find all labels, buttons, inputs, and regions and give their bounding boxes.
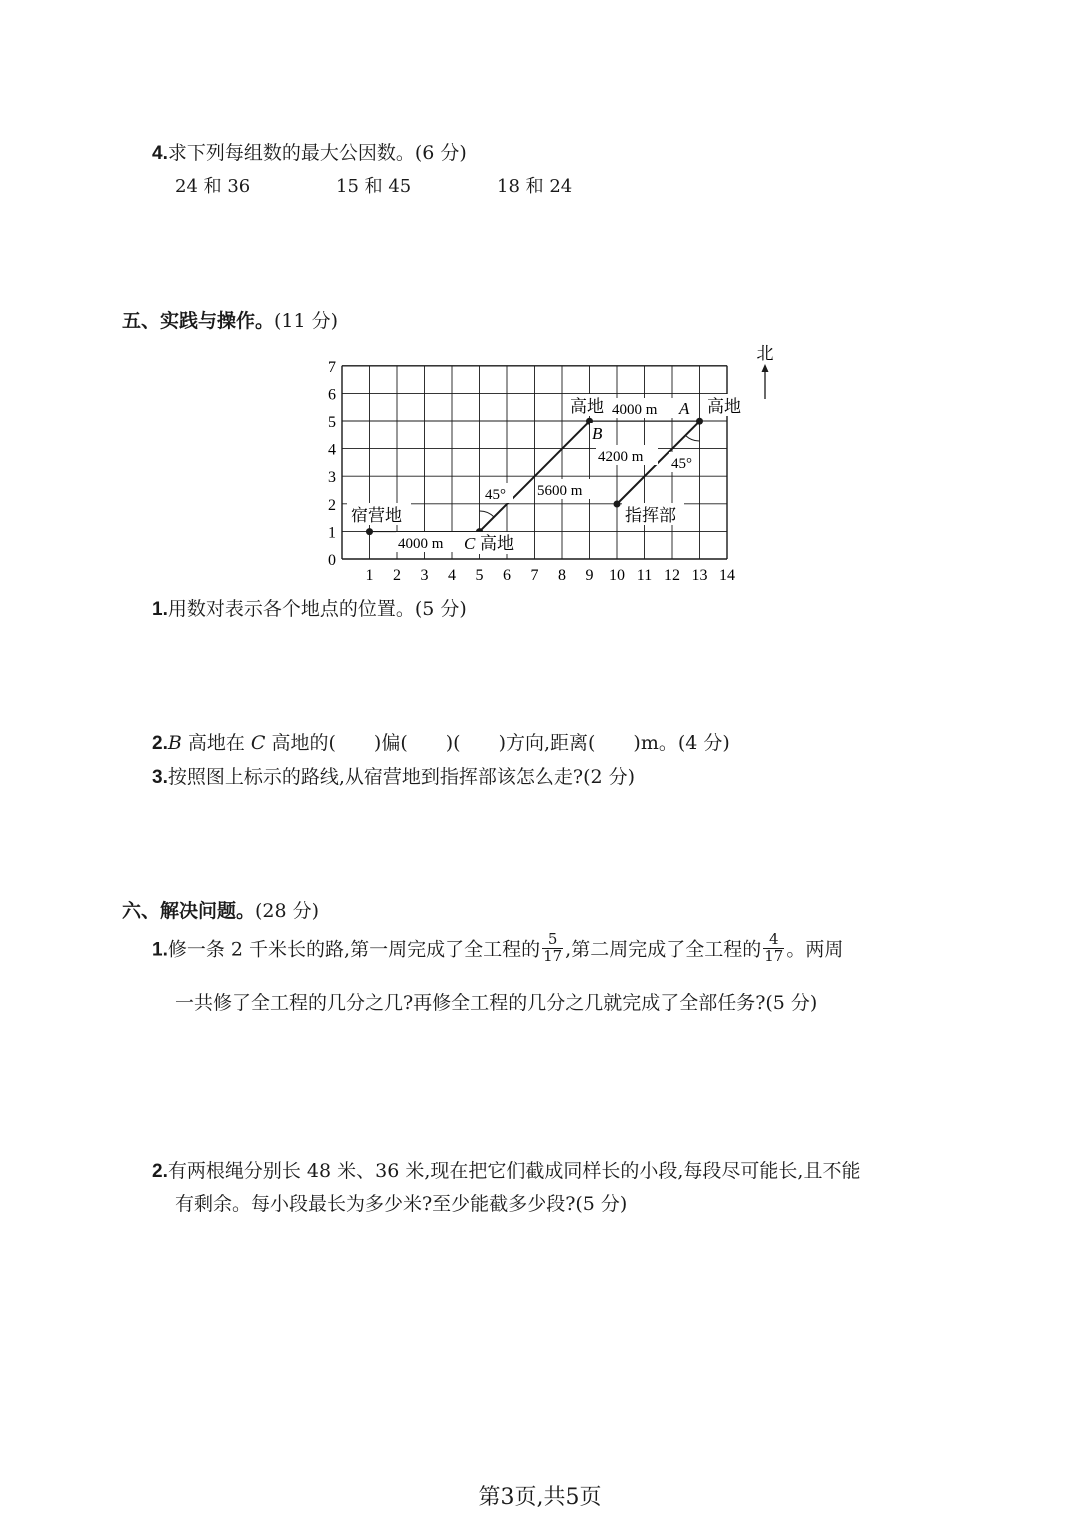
label-c: C <box>464 534 476 553</box>
point-camp <box>366 528 373 535</box>
y-tick-label: 6 <box>328 386 336 404</box>
point-a <box>696 418 703 425</box>
q4-pair-3: 18 和 24 <box>497 176 573 197</box>
label-high-b: 高地 <box>570 397 604 416</box>
label-hq: 指挥部 <box>625 506 676 525</box>
label-dist-c-b: 5600 m <box>537 483 583 499</box>
s6-q1-line2: 一共修了全工程的几分之几?再修全工程的几分之几就完成了全部任务?(5 分) <box>175 992 818 1014</box>
x-tick-label: 10 <box>609 567 625 584</box>
y-tick-label: 5 <box>328 414 336 431</box>
angle-arc-c <box>480 511 495 517</box>
y-tick-label: 2 <box>328 496 336 514</box>
section-6-heading: 六、解决问题。(28 分) <box>122 900 320 922</box>
position-grid-figure <box>300 335 800 585</box>
x-tick-label: 4 <box>448 567 456 584</box>
x-tick-label: 8 <box>558 567 566 584</box>
x-tick-label: 3 <box>420 567 429 584</box>
s5-q3: 3.按照图上标示的路线,从宿营地到指挥部该怎么走?(2 分) <box>152 766 636 788</box>
x-tick-label: 7 <box>530 567 539 584</box>
point-hq <box>614 501 621 508</box>
x-tick-label: 1 <box>365 567 374 584</box>
y-tick-label: 3 <box>328 469 336 487</box>
x-tick-label: 14 <box>719 567 735 584</box>
angle-arc-a <box>686 436 700 442</box>
y-axis-ticks <box>328 359 336 569</box>
s5-q1: 1.用数对表示各个地点的位置。(5 分) <box>152 598 467 620</box>
fraction-5-17: $\frac{5}{17}$ <box>543 930 563 965</box>
label-high-c: 高地 <box>480 534 514 553</box>
y-tick-label: 0 <box>328 552 336 569</box>
label-high-a: 高地 <box>707 397 741 416</box>
x-tick-label: 11 <box>636 567 653 584</box>
north-label: 北 <box>756 344 774 363</box>
q4-pair-1: 24 和 36 <box>175 176 251 197</box>
page-footer: 第3页,共5页 <box>478 1485 602 1510</box>
label-b: B <box>592 424 603 443</box>
x-tick-label: 2 <box>393 567 401 584</box>
s5-q2: 2.B 高地在 C 高地的( )偏( )( )方向,距离( )m。(4 分) <box>152 732 730 754</box>
y-tick-label: 4 <box>328 441 336 459</box>
fraction-4-17: $\frac{4}{17}$ <box>764 930 784 965</box>
x-tick-label: 9 <box>585 567 594 584</box>
label-angle-c: 45° <box>485 487 506 503</box>
x-tick-label: 12 <box>664 567 680 584</box>
label-dist-b-a: 4000 m <box>612 402 658 418</box>
q4-pair-2: 15 和 45 <box>336 176 412 197</box>
label-dist-a-hq: 4200 m <box>598 449 644 465</box>
label-a: A <box>679 399 690 418</box>
y-tick-label: 7 <box>328 358 336 376</box>
s6-q2-line2: 有剩余。每小段最长为多少米?至少能截多少段?(5 分) <box>175 1193 628 1215</box>
x-tick-label: 13 <box>691 567 708 584</box>
x-axis-ticks <box>366 567 736 584</box>
section-5-heading: 五、实践与操作。(11 分) <box>122 310 339 332</box>
label-dist-camp-c: 4000 m <box>398 536 444 552</box>
q4-prompt: 4.求下列每组数的最大公因数。(6 分) <box>152 142 467 164</box>
x-tick-label: 6 <box>503 567 511 584</box>
label-camp: 宿营地 <box>351 506 402 525</box>
s6-q1-line1: 1.修一条 2 千米长的路,第一周完成了全工程的 $\frac{5}{17}$ ,第二周完成了全工程的 $\frac{4}{17}$ 。两周 <box>152 930 844 965</box>
x-tick-label: 5 <box>475 567 484 584</box>
label-angle-a: 45° <box>671 456 692 472</box>
north-arrowhead-icon <box>762 364 769 372</box>
y-tick-label: 1 <box>328 524 336 542</box>
s6-q2-line1: 2.有两根绳分别长 48 米、36 米,现在把它们截成同样长的小段,每段尽可能长,且不能 <box>152 1160 861 1182</box>
